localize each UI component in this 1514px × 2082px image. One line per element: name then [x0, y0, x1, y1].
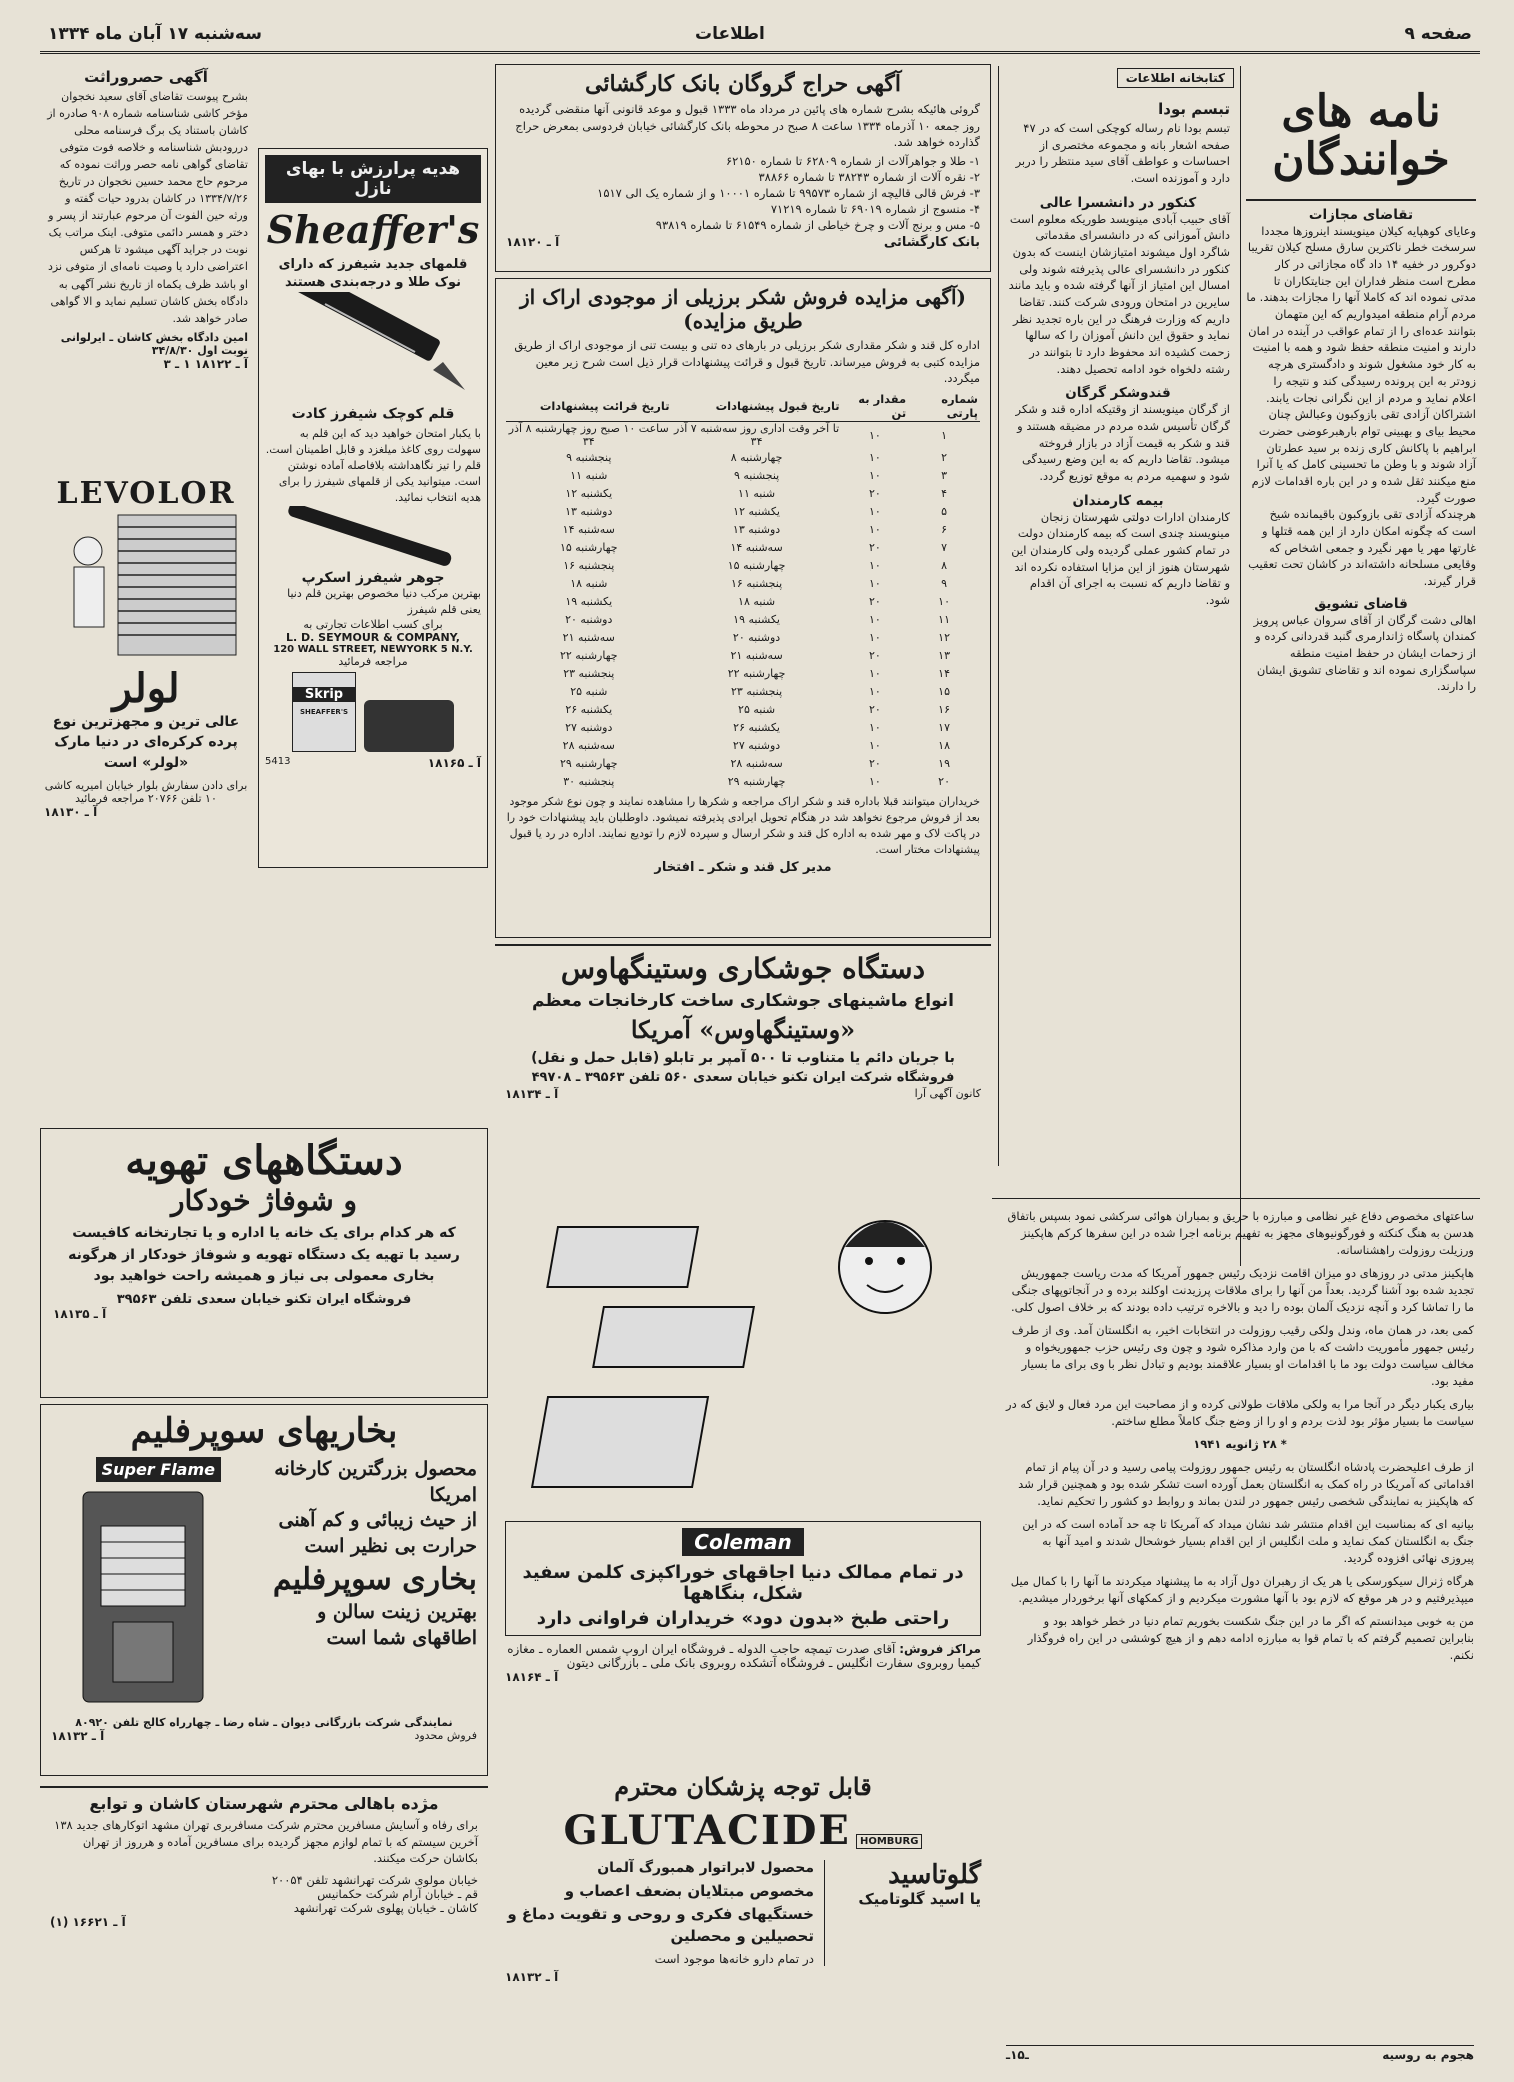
table-row [506, 574, 980, 592]
table-cell: سه‌شنبه ۱۴ [562, 522, 615, 536]
bank-ad-title: آگهی حراج گروگان بانک کارگشائی [584, 71, 902, 97]
table-cell: ۱۹ [938, 756, 950, 770]
table-row [506, 718, 980, 736]
table-cell: پنجشنبه ۲۳ [563, 666, 615, 680]
table-cell: چهارشنبه ۲۲ [559, 648, 618, 662]
table-row [506, 422, 980, 449]
story-section [1000, 1204, 1480, 2066]
table-cell: پنجشنبه ۹ [733, 468, 780, 482]
table-cell: ۲۰ [868, 756, 881, 770]
table-cell: تا آخر وقت اداری روز سه‌شنبه ۷ آذر ۳۴ [674, 422, 840, 449]
table-cell: ۱۸ [938, 738, 950, 752]
sheaffer-code: آ ـ ۱۸۱۶۵ [427, 755, 481, 770]
table-cell: سه‌شنبه ۱۴ [730, 540, 783, 554]
letter-text: وعایای کوهپایه کیلان مینویسند اینروزها مجددا سرسخت خطر ناکترین سارق مسلح کیلان تقریبا دوکرور در خفیه ۱۴ داد گاه مجازاتی در کار مطرح است منظر فداران این جنایتکاران تا مدتی نموده اند که کاملا آنها را مجازات بدهند. ما مردم آرام منطقه امیدواریم که این متهمان بتوانند عده‌ای را از تمام عواقب در آینده در امان دارند و امنیت منطقه حفظ شود و همه با امنیت به کار خود مشغول شوند و دادگستری هرچه زودتر به این پرونده رسیدگی کند و نتیجه را اعلام نماید و مردم از این نگرانی نجات یابند. [1246, 223, 1476, 405]
table-cell: شنبه ۱۸ [570, 576, 608, 590]
story-footer-num: ـ۱۵ـ [1006, 2048, 1029, 2062]
ventilation-text: که هر کدام برای یک خانه یا اداره و یا تجارتخانه کافیست رسید با تهیه یک دستگاه تهویه و شوفاژ خودکار از هرگونه بخاری معمولی بی نیاز و همیشه راحت خواهید بود [68, 1225, 460, 1285]
superflame-line: محصول بزرگترین کارخانه امریکا [274, 1458, 477, 1506]
skrip-label: Skrip [293, 687, 355, 702]
letters-title: نامه های خوانندگان [1272, 86, 1450, 186]
coleman-ad [495, 1181, 991, 1761]
story-paragraph: هاپکینز مدتی در روزهای دو میزان اقامت نزدیک رئیس جمهور آمریکا که مدت ریاست جمهوریش تجدید شده بود آشنا گردید. بعداً من آنها را برای ملاقات پرزیدنت اوکلند برده و در آنجاتوپهای جنگی ما را تماشا کرد و آنچه نزدیک آلمان بوده را دید و بالاخره ترتیب داده بودند که بر خلاف اصول کلی. [1011, 1266, 1474, 1315]
bank-ad-signature: بانک کارگشائی [883, 235, 980, 251]
superflame-line: بهترین زینت سالن و [317, 1601, 477, 1624]
table-row [506, 772, 980, 790]
inheritance-notice [40, 64, 252, 464]
table-cell: ۱۲ [938, 630, 950, 644]
bank-item: ۴- منسوج از شماره ۶۹۰۱۹ تا شماره ۷۱۲۱۹ [770, 202, 980, 217]
story-paragraph: * ۲۸ ژانویه ۱۹۴۱ [1193, 1437, 1287, 1452]
levolor-brand: LEVOLOR [56, 476, 236, 511]
table-cell: دوشنبه ۲۰ [732, 630, 781, 644]
letter-text: اهالی دشت گرگان از آقای سروان عباس پرویز کمندان پاسگاه ژاندارمری گنبد قدردانی کرده و از زحمات ایشان در حفظ امنیت منطقه سپاسگزاری نموده اند و تقاضای تشویق ایشان را دارند. [1253, 612, 1476, 694]
story-paragraph: از طرف اعلیحضرت پادشاه انگلستان به رئیس جمهور روزولت پیامی رسید و در آن پیام از تمام اقداماتی که آمریکا در راه کمک به انگلستان بعمل آورده است تشکر شده بود و همچنین قرار شد که هاپکینز به نمایندگی شخصی رئیس جمهور در لندن بماند و روابط دو کشور را تحکیم نماید. [1018, 1460, 1474, 1509]
kashan-bus-text: برای رفاه و آسایش مسافرین محترم شرکت مسافربری تهران مشهد اتوکارهای جدید ۱۳۸ آخرین سیستم که با تمام لوازم مجهز گردیده برای مسافرین آماده و هرروز از تهران بکاشان حرکت میکنند. [54, 1818, 478, 1866]
story-paragraph: هرگاه ژنرال سیکورسکی یا هر یک از رهبران دول آزاد به ما پیشنهاد میکردند ما آنها را با کمال میل میپذیرفتیم و در هر موقع که لازم بود با آنها مشورت میکردیم و از کمکهای آنها برخوردار میشدیم. [1010, 1574, 1474, 1606]
superflame-title: بخاریهای سوپرفلیم [130, 1411, 398, 1451]
glutacide-brand: GLUTACIDE [563, 1807, 851, 1854]
pen-icon [265, 292, 481, 402]
levolor-desc: عالی ترین و مجهزترین نوع پرده کرکره‌ای در دنیا مارک «لولر» است [52, 714, 240, 771]
superflame-line: بخاری سوپرفلیم [272, 1561, 477, 1597]
table-cell: ۱۰ [868, 468, 881, 482]
table-cell: یکشنبه ۱۹ [733, 612, 780, 626]
sugar-auction-signature: مدیر کل قند و شکر ـ افتخار [654, 859, 832, 875]
coleman-subline: راحتی طبخ «بدون دود» خریداران فراوانی دارد [536, 1608, 950, 1629]
coleman-store-heading: مراکز فروش: [899, 1642, 981, 1656]
table-cell: ۲ [941, 450, 948, 464]
sheaffer-ad [258, 148, 488, 868]
table-cell: ۲۰ [868, 594, 881, 608]
table-cell: ۱۰ [868, 504, 881, 518]
sugar-auction-ad [495, 278, 991, 938]
table-cell: چهارشنبه ۲۹ [559, 756, 618, 770]
superflame-line: حرارت بی نظیر است [304, 1534, 477, 1557]
table-row [506, 484, 980, 502]
welding-brand: «وستینگهاوس» آمریکا [630, 1015, 856, 1044]
bank-item: ۵- مس و برنج آلات و چرخ خیاطی از شماره ۶۱۵۴۹ تا شماره ۹۳۸۱۹ [655, 218, 980, 233]
story-footer-title: هجوم به روسیه [1382, 2048, 1474, 2062]
superflame-ad [40, 1404, 488, 1776]
sheaffer-brand: Sheaffer's [266, 207, 480, 252]
table-row [506, 646, 980, 664]
table-row [506, 736, 980, 754]
sheaffer-contact: مراجعه فرمائید [338, 654, 408, 668]
table-cell: ۱۰ [868, 630, 881, 644]
welding-code: آ ـ ۱۸۱۳۴ [505, 1087, 559, 1101]
table-cell: دوشنبه ۱۳ [732, 522, 781, 536]
table-cell: ۱۴ [938, 666, 950, 680]
kashan-bus-office1: خیابان مولوی شرکت تهرانشهد تلفن ۲۰۰۵۴ [271, 1873, 478, 1888]
letter-heading: تقاضای مجازات [1308, 206, 1414, 223]
newspaper-page [40, 16, 1480, 2066]
issue-date: سه‌شنبه ۱۷ آبان ماه ۱۳۳۴ [48, 24, 262, 44]
table-row [506, 466, 980, 484]
table-cell: پنجشنبه ۹ [566, 450, 612, 464]
table-cell: ۲۰ [868, 540, 881, 554]
heater-icon [61, 1482, 221, 1712]
ink-box-icon [364, 700, 454, 752]
glutacide-stock: در تمام دارو خانه‌ها موجود است [654, 1951, 814, 1966]
glutacide-brand-fa: گلوتاسید [888, 1860, 981, 1890]
table-cell: چهارشنبه ۲۲ [727, 666, 786, 680]
library-label: کتابخانه اطلاعات [1117, 68, 1234, 88]
ventilation-ad [40, 1128, 488, 1398]
sheaffer-ink-label: جوهر شیفرز اسکرپ [301, 570, 445, 587]
table-cell: ۸ [941, 558, 948, 572]
stoves-illustration [505, 1187, 981, 1517]
table-row [506, 556, 980, 574]
pen-small-icon [265, 506, 481, 566]
library-heading: قندوشکر گرگان [1065, 385, 1171, 402]
library-text: آقای حبیب آبادی مینویسد طوریکه معلوم است دانش آموزانی که در دانشسرای مقدماتی شاگرد اول میشوند امتیازشان اینست که بدون کنکور در دانشسرای عالی پذیرفته شوند ولی امسال این امتیاز از آنها گرفته شده و باید مانند سایرین در امتحان ورودی شرکت کنند. تقاضا داریم که وزارت فرهنگ در این باره تجدید نظر نماید و حقوق این دانش آموزان را که سالها زحمت کشیده اند محفوظ دارد تا بتوانند در رشته دلخواه خود ادامه تحصیل دهند. [1008, 211, 1230, 376]
table-row [506, 538, 980, 556]
table-cell: ۲۰ [868, 702, 881, 716]
sheaffer-ink-desc: بهترین مرکب دنیا مخصوص بهترین قلم دنیا یعنی قلم شیفرز [287, 587, 481, 616]
table-cell: پنجشنبه ۱۶ [731, 576, 783, 590]
table-header: تاریخ قبول پیشنهادات [672, 391, 842, 422]
table-row [506, 520, 980, 538]
blinds-icon [48, 511, 248, 661]
table-cell: یکشنبه ۲۶ [733, 720, 780, 734]
table-cell: ۱۶ [938, 702, 950, 716]
table-cell: پنجشنبه ۲۳ [731, 684, 783, 698]
table-cell: ۱۰ [868, 666, 881, 680]
table-cell: سه‌شنبه ۲۸ [562, 738, 615, 752]
table-cell: ۱۵ [938, 684, 950, 698]
table-cell: ۱۰ [868, 612, 881, 626]
paper-name: اطلاعات [695, 24, 765, 44]
table-cell: چهارشنبه ۸ [730, 450, 783, 464]
table-cell: پنجشنبه ۱۶ [563, 558, 615, 572]
glutacide-sub-fa: یا اسید گلوتامیک [858, 1890, 981, 1908]
story-paragraph: بیانیه ای که بمناسبت این اقدام منتشر شد نشان میداد که آمریکا تا چه حد آماده است که در این جنگ به انگلستان کمک نماید و ملت انگلیس از این اقدام بسیار خوشحال شدند و امید آنها به پیروزی نهائی افزوده گردید. [1022, 1517, 1474, 1566]
ventilation-store: فروشگاه ایران تکنو خیابان سعدی تلفن ۳۹۵۶۳ [116, 1292, 412, 1308]
welding-spec: با جریان دائم یا متناوب تا ۵۰۰ آمپر بر تابلو (قابل حمل و نقل) [531, 1050, 955, 1066]
table-cell: ۱۰ [868, 576, 881, 590]
letter-text: اشتراکان آزادی تقی بازوکبون وعبالش چنان محیط بیای و بهبینی توام بارهبرعوضی حضرت ابراهیم با پاکانش کاری زنده بر سید عطرتان آزاد شوند و با وطن ما تحسینی کامل که یا آنرا منع میکنند ثقل شده و در این باره اقدامات لازم صورت گیرد. [1251, 407, 1476, 505]
table-header: مقدار به تن [842, 391, 909, 422]
sugar-auction-title: (آگهی مزایده فروش شکر برزیلی از موجودی اراک از طریق مزایده) [519, 285, 966, 333]
table-cell: ۲۰ [868, 648, 881, 662]
ventilation-title: دستگاههای تهویه [125, 1137, 403, 1184]
table-cell: یکشنبه ۱۲ [733, 504, 780, 518]
kashan-bus-code: آ ـ ۱۶۶۲۱ (۱) [50, 1915, 126, 1930]
ventilation-code: آ ـ ۱۸۱۳۵ [53, 1307, 107, 1322]
table-cell: ۲۰ [868, 486, 881, 500]
coleman-stores: آقای صدرت تیمچه حاجب الدوله ـ فروشگاه ایران اروپ شمس العماره ـ مغازه کیمیا روبروی سفارت انگلیس ـ فروشگاه آتشکده روبروی بانک ملی ـ بازرگانی دیتون [507, 1642, 981, 1670]
bank-item: ۲- نقره آلات از شماره ۳۸۲۴۳ تا شماره ۳۸۸۶۶ [758, 170, 980, 185]
table-cell: ۱۰ [938, 594, 950, 608]
page-number: صفحه ۹ [1404, 24, 1472, 44]
table-cell: ۱۰ [868, 450, 881, 464]
welding-store: فروشگاه شرکت ایران تکنو خیابان سعدی ۵۶۰ تلفن ۳۹۵۶۳ ـ ۴۹۷۰۸ [531, 1070, 955, 1085]
inheritance-text: بشرح پیوست تقاضای آقای سعید نخجوان مؤخر کاشی شناسنامه شماره ۹۰۸ صادره از کاشان باستناد یک برگ فرسنامه محلی دررودبش شناسنامه و خلاصه فوت متوفی تقاضای گواهی نامه حصر وراثت نموده که مرحوم حاج محمد حسین نخجوان در تاریخ ۱۳۳۴/۷/۲۶ در کاشان بدرود حیات گفته و ورثه حین الفوت آن مرحوم عبارتند از پسر و دختر و همسر دائمی متوفی. اینک مراتب یک نوبت در جراید آگهی میشود تا هرکس اعتراضی دارد یا وصیت نامه‌ای از متوفی نزد او باشد ظرف یکماه از تاریخ نشر آگهی به دادگاه بخش کاشان تسلیم نماید و الا گواهی صادر خواهد شد. [47, 90, 248, 325]
table-cell: ۳ [941, 468, 948, 482]
table-cell: ۱۱ [938, 612, 950, 626]
table-cell: دوشنبه ۲۷ [565, 720, 613, 734]
table-cell: ۵ [941, 504, 948, 518]
superflame-side: فروش محدود [414, 1729, 477, 1742]
superflame-code: آ ـ ۱۸۱۳۲ [51, 1729, 105, 1743]
bank-ad [495, 64, 991, 272]
table-cell: شنبه ۲۵ [738, 702, 776, 716]
skrip-bottle [292, 672, 356, 752]
sheaffer-agent: برای کسب اطلاعات تجارتی به [303, 617, 443, 631]
table-cell: ۱۰ [868, 774, 881, 788]
inheritance-meta: نوبت اول ۳۴/۸/۳۰ [151, 343, 248, 357]
kashan-bus-title: مژده باهالی محترم شهرستان کاشان و توابع [89, 1794, 439, 1813]
table-cell: سه‌شنبه ۲۱ [562, 630, 615, 644]
library-heading: کنکور در دانشسرا عالی [1039, 194, 1197, 211]
superflame-line: اطاقهای شما است [326, 1626, 477, 1649]
table-cell: شنبه ۱۱ [570, 468, 608, 482]
glutacide-desc: مخصوص مبتلایان بضعف اعصاب و خستگیهای فکری و روحی و تقویت دماغ و تحصیلین و محصلین [507, 1882, 814, 1945]
table-cell: چهارشنبه ۱۵ [559, 540, 618, 554]
table-row [506, 754, 980, 772]
table-cell: دوشنبه ۲۰ [565, 612, 613, 626]
table-cell: ۲۰ [938, 774, 950, 788]
table-header: تاریخ قرائت پیشنهادات [506, 391, 672, 422]
table-cell: ۱۰ [868, 522, 881, 536]
table-cell: چهارشنبه ۲۹ [727, 774, 786, 788]
table-cell: یکشنبه ۱۹ [565, 594, 613, 608]
table-row [506, 682, 980, 700]
table-row [506, 502, 980, 520]
welding-agency: کانون آگهی آرا [914, 1087, 981, 1100]
library-heading: بیمه کارمندان [1072, 492, 1164, 509]
table-cell: ۱۰ [868, 558, 881, 572]
glutacide-code: آ ـ ۱۸۱۳۲ [505, 1969, 559, 1984]
sheaffer-banner: هدیه پرارزش با بهای نازل [265, 155, 481, 203]
table-cell: شنبه ۱۸ [738, 594, 776, 608]
levolor-code: آ ـ ۱۸۱۳۰ [44, 804, 98, 819]
levolor-brand-fa: لولر [112, 665, 180, 712]
table-cell: یکشنبه ۱۲ [565, 486, 613, 500]
story-paragraph: ساعتهای مخصوص دفاع غیر نظامی و مبارزه با حریق و بمباران هوائی سرکشی نمود بسپس باتفاق هدسن به هنگ کنکته و فورگونیوهای مجهز به تفهیم برنامه اجرا شده در این سفرها کرکم هاپکینز ورزیلت روزولت راهشناسانه. [1007, 1209, 1474, 1258]
story-paragraph: من به خوبی میدانستم که اگر ما در این جنگ شکست بخوریم تمام دنیا در خطر خواهد بود و بنابراین تصمیم گرفتم که با تمام قوا به مبارزه ادامه دهم و از هیچ کوششی در این راه فروگذار نکنم. [1027, 1614, 1474, 1663]
story-paragraph: کمی بعد، در همان ماه، وندل ولکی رقیب روزولت در انتخابات اخیر، به انگلستان آمد. وی از طرف رئیس جمهور مأموریت داشت که با من وارد مذاکره شود و چون وی رئیس حزب جمهوریخواه و مخالف سیاست دولت بود ما با اقدامات او بسیار علاقمند بودیم و تبادل نظر با وی برای ما بسیار مفید بود. [1011, 1323, 1474, 1389]
table-cell: ۷ [941, 540, 948, 554]
bank-item: ۳- فرش قالی قالیچه از شماره ۹۹۵۷۳ تا شماره ۱۰۰۰۱ و از شماره یک الی ۱۵۱۷ [597, 186, 980, 201]
bank-ad-code: آ ـ ۱۸۱۲۰ [506, 235, 560, 250]
library-text: از گرگان مینویسند از وقتیکه اداره قند و شکر گرگان تأسیس شده مردم در مضیقه هستند و قند و شکر به قیمت آزاد در بازار فروخته میشود. تقاضا داریم که به این وضع رسیدگی شود و سهمیه مردم به موقع توزیع گردد. [1015, 402, 1230, 484]
table-row [506, 664, 980, 682]
story-paragraph: بیاری یکبار دیگر در آنجا مرا به ولکی ملاقات طولانی کرده و از مصاحبت این مرد فعال و لایق که در سیاست ما بسیار مؤثر بود لذت بردم و او را از وضع جنگ کاملاً مطلع ساختم. [1006, 1397, 1474, 1429]
glutacide-maker: محصول لابراتوار همبورگ آلمان [597, 1860, 814, 1876]
sugar-auction-table [506, 391, 980, 790]
library-intro: تبسم بودا نام رساله کوچکی است که در ۴۷ صفحه اشعار بانه و مجموعه مختصری از احساسات و عواطف آقای سید منتظر را دربر دارد و آموزنده است. [1015, 121, 1230, 186]
sugar-auction-intro: اداره کل قند و شکر مقداری شکر برزیلی در بارهای ده تنی و بیست تنی از موجودی اراک از طریق مزایده کتبی به فروش میرساند. تاریخ قبول و قرائت پیشنهادات قرار ذیل است شرح زیر معین میگردد. [514, 338, 980, 386]
table-cell: ۱۰ [868, 720, 881, 734]
table-cell: یکشنبه ۲۶ [565, 702, 613, 716]
welding-title: دستگاه جوشکاری وستینگهاوس [560, 952, 926, 985]
superflame-address: نمایندگی شرکت بازرگانی دیوان ـ شاه رضا ـ چهارراه کالج تلفن ۸۰۹۲۰ [75, 1716, 453, 1729]
table-cell: ۹ [941, 576, 948, 590]
letter-heading: قاضای تشویق [1314, 595, 1408, 612]
table-row [506, 610, 980, 628]
table-cell: ۱۰ [868, 684, 881, 698]
sugar-auction-footer: خریداران میتوانند قبلا باداره قند و شکر اراک مراجعه و شکرها را مشاهده نمایند و چون نوع شکر موجود بعد از فروش مرجوع نخواهد شد در هنگام تحویل ایرادی پذیرفته نمیشود. داوطلبان باید پیشنهادات خود را در پاکت لاک و مهر شده به اداره کل قند و شکر ارسال و سپرده لازم را تودیع نمایند. اداره در رد یا قبول پیشنهادات مختار است. [506, 795, 980, 856]
sheaffer-num: 5413 [265, 755, 291, 767]
library-section [1002, 68, 1234, 1128]
ventilation-subtitle: و شوفاژ خودکار [170, 1184, 357, 1217]
table-row [506, 628, 980, 646]
sheaffer-pen-label: قلم کوچک شیفرز کادت [291, 406, 455, 423]
table-cell: ساعت ۱۰ صبح روز چهارشنبه ۸ آذر ۳۴ [508, 422, 669, 449]
table-cell: دوشنبه ۲۷ [732, 738, 781, 752]
table-cell: پنجشنبه ۳۰ [563, 774, 615, 788]
kashan-bus-ad [40, 1786, 488, 2066]
letters-section [1242, 66, 1480, 1266]
table-cell: شنبه ۱۱ [738, 486, 776, 500]
glutacide-homburg: HOMBURG [856, 1834, 922, 1849]
table-cell: ۱ [941, 428, 948, 442]
levolor-ad [40, 472, 252, 868]
skrip-sub: SHEAFFER'S [299, 707, 349, 716]
kashan-bus-office3: کاشان ـ خیابان پهلوی شرکت تهرانشهد [293, 1901, 478, 1916]
table-row [506, 592, 980, 610]
table-cell: ۱۰ [868, 738, 881, 752]
table-cell: شنبه ۲۵ [570, 684, 608, 698]
superflame-line: از حیث زیبائی و کم آهنی [278, 1509, 477, 1532]
bank-ad-intro: گروئی هائیکه بشرح شماره های پائین در مرداد ماه ۱۳۳۳ قبول و موعد قانونی آنها منقضی گردیده روز جمعه ۱۰ آذرماه ۱۳۳۴ ساعت ۸ صبح در محوطه بانک کارگشائی خیابان فردوسی بمعرض حراج گذارده خواهد شد. [515, 102, 980, 150]
table-cell: چهارشنبه ۱۵ [727, 558, 786, 572]
library-text: کارمندان ادارات دولتی شهرستان زنجان مینویسند چندی است که بیمه کارمندان دولت در تمام کشور عملی گردیده ولی کارمندان این شهرستان هنوز از این مزایا استفاده نکرده اند و تقاضا داریم که نسبت به اجرای آن اقدام شود. [1011, 509, 1230, 608]
table-cell: ۱۷ [938, 720, 950, 734]
glutacide-ad [495, 1766, 991, 2066]
inheritance-code: آ ـ ۱۸۱۲۲ ۱ ـ ۳ [163, 356, 248, 371]
sheaffer-tagline: قلمهای جدید شیفرز که دارای نوک طلا و درجه‌بندی هستند [278, 257, 468, 291]
table-cell: دوشنبه ۱۳ [565, 504, 613, 518]
welding-subtitle: انواع ماشینهای جوشکاری ساخت کارخانجات معظم [531, 991, 954, 1011]
glutacide-banner: قابل توجه پزشکان محترم [614, 1772, 872, 1801]
coleman-code: آ ـ ۱۸۱۶۴ [505, 1670, 559, 1684]
library-title: تبسم بودا [1158, 100, 1230, 118]
coleman-logo: Coleman [682, 1528, 803, 1556]
table-cell: سه‌شنبه ۲۱ [730, 648, 783, 662]
coleman-headline: در تمام ممالک دنیا اجاقهای خوراکپزی کلمن سفید شکل، بنگاهها [522, 1562, 964, 1604]
inheritance-title: آگهی حصروراثت [84, 68, 208, 86]
table-cell: ۶ [941, 522, 948, 536]
table-row [506, 448, 980, 466]
inheritance-signature: امین دادگاه بخش کاشان ـ ایرلوانی [60, 330, 248, 344]
table-cell: ۱۰ [868, 428, 881, 442]
bank-item: ۱- طلا و جواهرآلات از شماره ۶۲۸۰۹ تا شماره ۶۲۱۵۰ [725, 154, 980, 169]
table-row [506, 700, 980, 718]
table-cell: ۴ [941, 486, 948, 500]
superflame-logo: Super Flame [96, 1457, 221, 1482]
welding-ad [495, 944, 991, 1174]
sheaffer-company: L. D. SEYMOUR & COMPANY, [286, 630, 460, 644]
kashan-bus-office2: قم ـ خیابان آرام شرکت حکمانیس [317, 1887, 478, 1902]
sheaffer-desc: با یکبار امتحان خواهید دید که این قلم به سهولت روی کاغذ میلغزد و قابل اطمینان است. قلم را تیز نگاهداشته بلافاصله آماده نوشتن است. میتوانید یکی از قلمهای شیفرز را برای هدیه انتخاب نمائید. [265, 427, 481, 505]
table-cell: ۱۳ [938, 648, 950, 662]
page-header [40, 16, 1480, 54]
sheaffer-address: 120 WALL STREET, NEWYORK 5 N.Y. [273, 643, 473, 655]
letter-text: هرچندکه آزادی تقی بازوکبون باقیمانده شیخ است که چگونه امکان دارد از این همه قتلها و غارتها مهر یا مهر نگیرد و جمعی اشخاص که وقایعی مسلحانه داشته‌اند در کاشان تحت تعقیب قرار گیرند. [1248, 507, 1476, 588]
table-cell: سه‌شنبه ۲۸ [730, 756, 783, 770]
levolor-contact: برای دادن سفارش بلوار خیابان امیریه کاشی ۱۰ تلفن ۲۰۷۶۶ مراجعه فرمائید [44, 778, 248, 805]
table-header: شماره پارتی [908, 391, 980, 422]
